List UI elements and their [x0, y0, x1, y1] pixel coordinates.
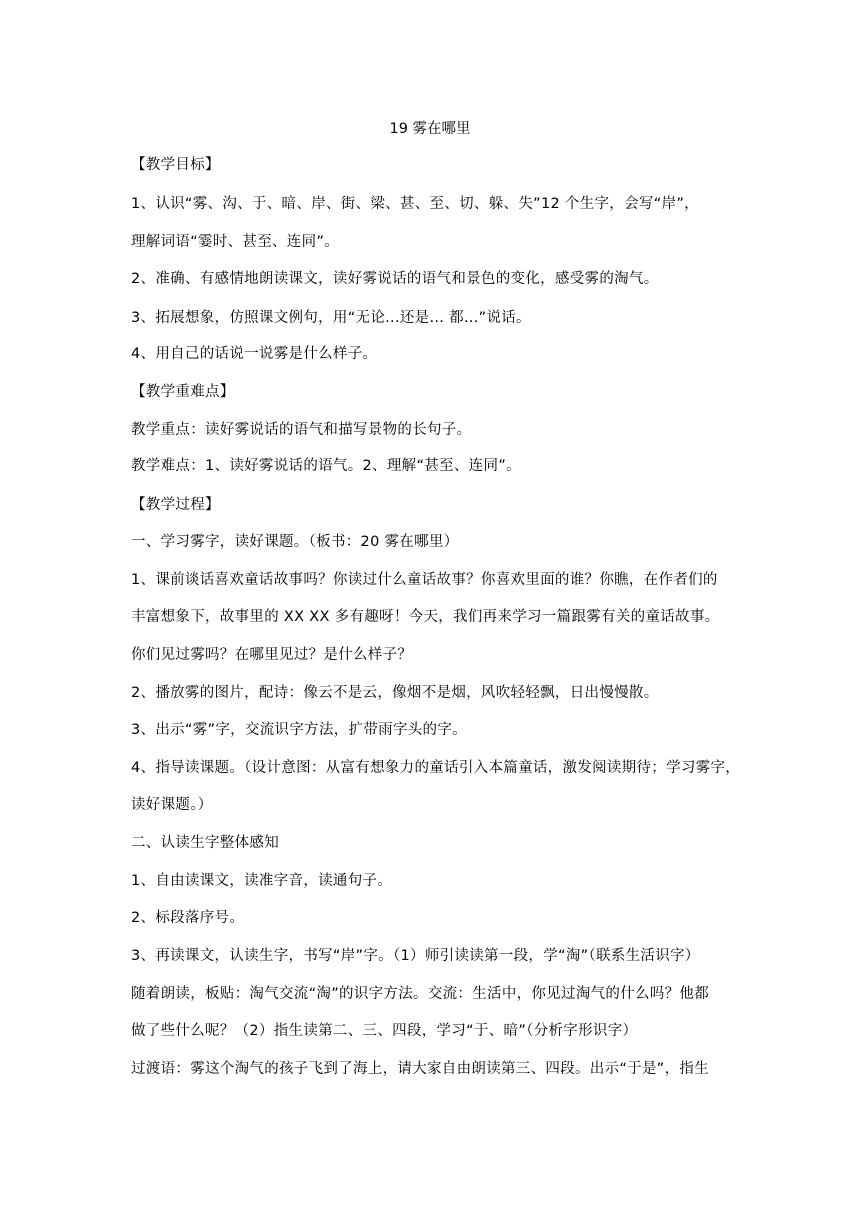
- section-heading-process: 【教学过程】: [131, 497, 220, 513]
- paragraph-line: 过渡语：雾这个淘气的孩子飞到了海上，请大家自由朗读第三、四段。出示“于是”，指生: [131, 1061, 710, 1077]
- paragraph-line: 3、再读课文，认读生字，书写“岸”字。（1）师引读读第一段，学“淘”（联系生活识字）: [131, 948, 700, 964]
- paragraph-line: 理解词语“霎时、甚至、连同”。: [131, 234, 340, 250]
- paragraph-line: 4、用自己的话说一说雾是什么样子。: [131, 346, 378, 362]
- document-title: 19 雾在哪里: [389, 121, 471, 137]
- paragraph-line: 1、自由读课文，读准字音，读通句子。: [131, 873, 393, 889]
- paragraph-line: 3、出示“雾”字，交流识字方法，扩带雨字头的字。: [131, 722, 467, 738]
- paragraph-line: 读好课题。）: [131, 797, 213, 813]
- paragraph-line: 3、拓展想象，仿照课文例句，用“无论...还是... 都...”说话。: [131, 310, 531, 326]
- paragraph-line: 一、学习雾字，读好课题。（板书：20 雾在哪里）: [131, 534, 459, 550]
- section-heading-objectives: 【教学目标】: [131, 157, 220, 173]
- paragraph-line: 丰富想象下，故事里的 XX XX 多有趣呀！今天，我们再来学习一篇跟雾有关的童话故事。: [131, 609, 720, 625]
- paragraph-line: 2、播放雾的图片，配诗：像云不是云，像烟不是烟，风吹轻轻飘，日出慢慢散。: [131, 685, 659, 701]
- paragraph-line: 2、标段落序号。: [131, 910, 245, 926]
- section-heading-part-two: 二、认读生字整体感知: [131, 835, 279, 851]
- paragraph-line: 4、指导读课题。（设计意图：从富有想象力的童话引入本篇童话，激发阅读期待；学习雾字，: [131, 760, 741, 776]
- paragraph-line: 2、准确、有感情地朗读课文，读好雾说话的语气和景色的变化，感受雾的淘气。: [131, 271, 659, 287]
- paragraph-line: 做了些什么呢？（2）指生读第二、三、四段，学习“于、暗”（分析字形识字）: [131, 1023, 638, 1039]
- paragraph-line: 随着朗读，板贴：淘气交流“淘”的识字方法。交流：生活中，你见过淘气的什么吗？他都: [131, 986, 710, 1002]
- section-heading-key-points: 【教学重难点】: [131, 384, 235, 400]
- paragraph-line: 1、课前谈话喜欢童话故事吗？你读过什么童话故事？你喜欢里面的谁？你瞧，在作者们的: [131, 572, 718, 588]
- paragraph-line: 1、认识“雾、沟、于、暗、岸、街、梁、甚、至、切、躲、失”12 个生字，会写“岸”，: [131, 196, 699, 212]
- paragraph-line: 教学重点：读好雾说话的语气和描写景物的长句子。: [131, 422, 472, 438]
- paragraph-line: 教学难点：1、读好雾说话的语气。2、理解“甚至、连同”。: [131, 458, 521, 474]
- paragraph-line: 你们见过雾吗？在哪里见过？是什么样子？: [131, 647, 413, 663]
